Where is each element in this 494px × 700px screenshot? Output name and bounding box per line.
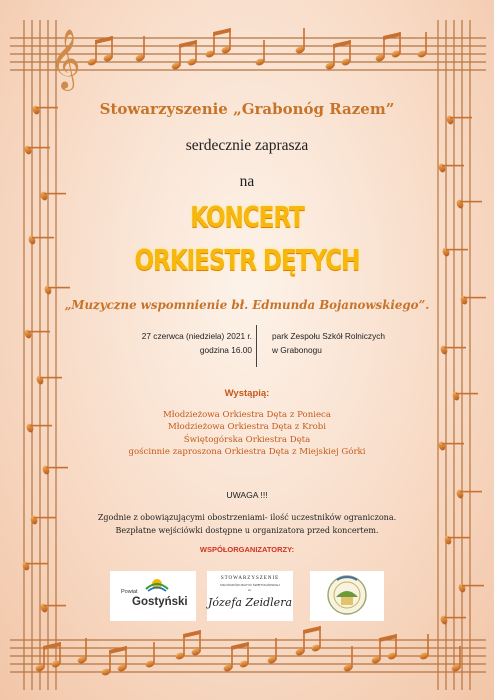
warning-text: [60, 512, 434, 537]
stow-sub-text: MIŁOŚNIKÓW MUZYKI ŚWIĘTOGÓRSKIEJ: [220, 583, 280, 587]
place-line-2: w Grabonogu: [272, 345, 322, 355]
stow-im-text: im.: [248, 588, 252, 592]
divider: [256, 325, 257, 367]
organizer-name: Stowarzyszenie „Grabonóg Razem”: [99, 100, 395, 118]
poster-content: [60, 0, 434, 700]
place-line-1: park Zespołu Szkół Rolniczych: [272, 331, 385, 341]
stow-name-text: Józefa Zeidlera: [207, 596, 293, 609]
event-title-line2: ORKIESTR DĘTYCH: [134, 244, 360, 278]
na-text: na: [239, 173, 255, 190]
date-line: 27 czerwca (niedziela) 2021 r.: [141, 331, 252, 341]
date-time-block: [100, 329, 252, 357]
powiat-big-text: Gostyński: [132, 596, 188, 608]
time-line: godzina 16.00: [199, 345, 252, 355]
logo-stowarzyszenie-zeidlera: [207, 571, 293, 621]
warning-line-2: Bezpłatne wejściówki dostępne u organizatora przed koncertem.: [115, 525, 379, 535]
event-title-line1: KONCERT: [190, 201, 304, 235]
warning-line-1: Zgodnie z obowiązującymi obostrzeniami- ilość uczestników ograniczona.: [97, 513, 397, 522]
powiat-small-text: Powiat: [121, 589, 138, 595]
place-block: [272, 329, 422, 357]
logo-powiat-gostynski: [110, 571, 196, 621]
invite-text: serdecznie zaprasza: [185, 137, 309, 154]
performers-heading: Wystąpią:: [224, 388, 270, 399]
warning-heading: UWAGA !!!: [226, 490, 268, 500]
performers-list: [60, 409, 434, 458]
performer-item: Świętogórska Orkiestra Dęta: [183, 434, 311, 445]
logo-zespol-szkol: [310, 571, 384, 621]
school-emblem-icon: [310, 571, 384, 621]
coorganizers-heading: WSPÓŁORGANIZATORZY:: [199, 545, 295, 554]
event-subtitle: „Muzyczne wspomnienie bł. Edmunda Bojanowskiego”.: [64, 298, 430, 312]
performer-item: Młodzieżowa Orkiestra Dęta z Krobi: [167, 422, 327, 433]
performer-item: Młodzieżowa Orkiestra Dęta z Ponieca: [162, 410, 331, 420]
treble-clef-icon: 𝄞: [50, 29, 81, 89]
stow-top-text: STOWARZYSZENIE: [220, 576, 280, 581]
performer-item: gościnnie zaproszona Orkiestra Dęta z Miejskiej Górki: [128, 446, 366, 457]
